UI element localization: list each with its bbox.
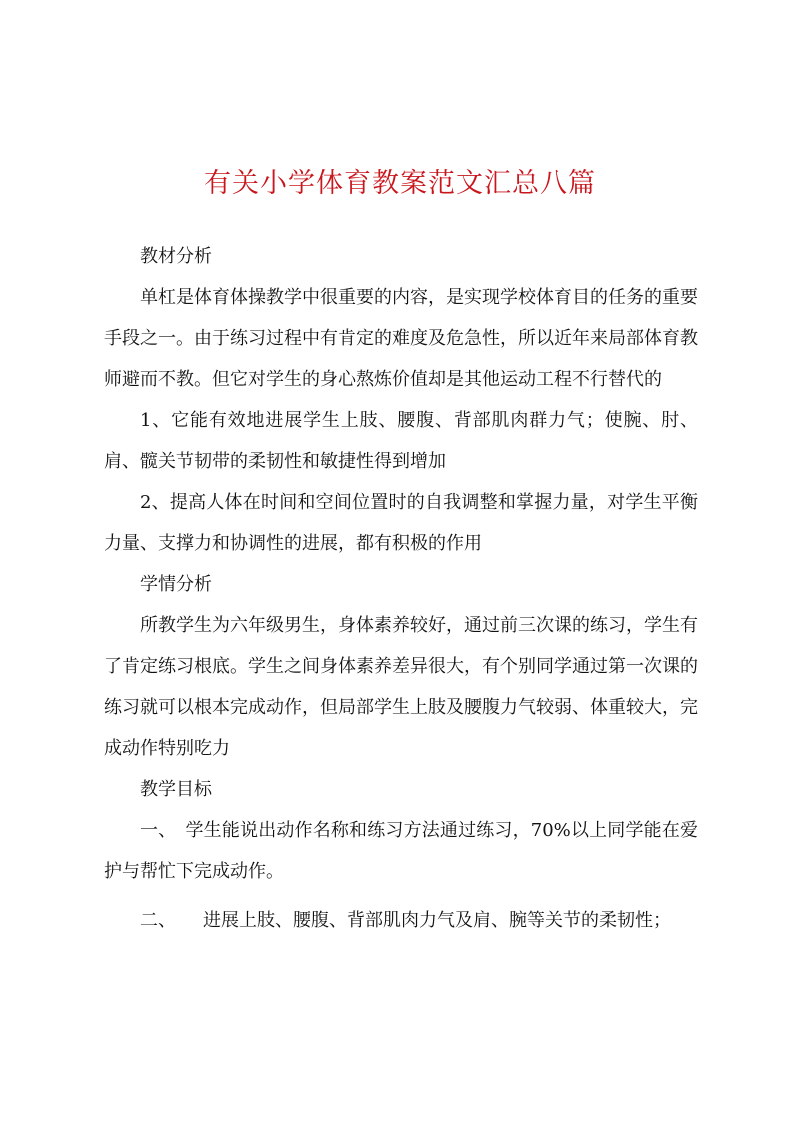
paragraph-goal-2: 二、 进展上肢、腰腹、背部肌肉力气及肩、腕等关节的柔韧性； (140, 910, 671, 931)
document-body (104, 236, 698, 941)
section-heading-student-analysis: 学情分析 (140, 574, 212, 595)
paragraph-goal-1: 一、 学生能说出动作名称和练习方法通过练习，70%以上同学能在爱护与帮忙下完成动作。 (104, 820, 698, 882)
section-heading-textbook-analysis: 教材分析 (140, 246, 212, 267)
section-heading-teaching-goals: 教学目标 (140, 779, 212, 800)
document-title: 有关小学体育教案范文汇总八篇 (204, 168, 596, 199)
paragraph-point-2: 2、提高人体在时间和空间位置时的自我调整和掌握力量，对学生平衡力量、支撑力和协调性的进展，都有积极的作用 (104, 492, 698, 554)
paragraph-horizontal-bar-intro: 单杠是体育体操教学中很重要的内容，是实现学校体育目的任务的重要手段之一。由于练习过程中有肯定的难度及危急性，所以近年来局部体育教师避而不教。但它对学生的身心熬炼价值却是其他运动工程不行替代的 (104, 287, 698, 390)
paragraph-point-1: 1、它能有效地进展学生上肢、腰腹、背部肌肉群力气；使腕、肘、肩、髋关节韧带的柔韧性和敏捷性得到增加 (104, 410, 698, 472)
paragraph-student-analysis: 所教学生为六年级男生，身体素养较好，通过前三次课的练习，学生有了肯定练习根底。学生之间身体素养差异很大，有个别同学通过第一次课的练习就可以根本完成动作，但局部学生上肢及腰腹力气较弱、体重较大，完成动作特别吃力 (104, 615, 698, 759)
